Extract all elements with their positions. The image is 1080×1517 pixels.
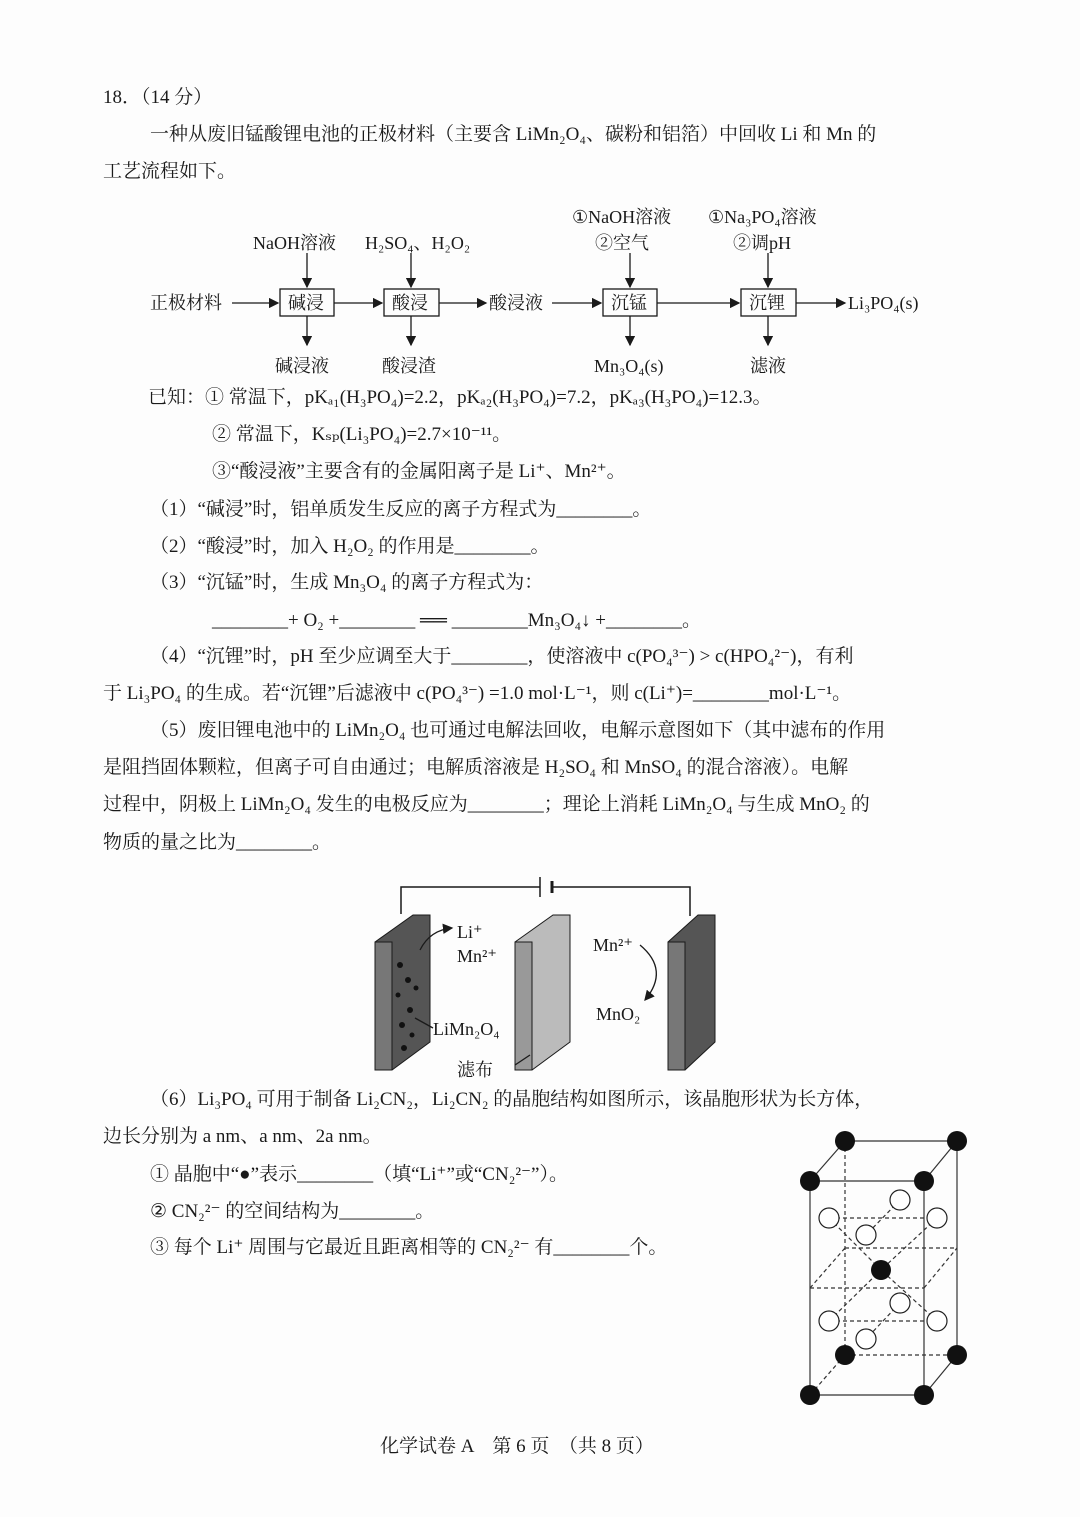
question-6-cont: 边长分别为 a nm、a nm、2a nm。 xyxy=(103,1126,382,1147)
intro-line: 一种从废旧锰酸锂电池的正极材料（主要含 LiMn₂O₄、碳粉和铝箔）中回收 Li 和 Mn 的 xyxy=(150,124,877,145)
filter-cloth-label: 滤布 xyxy=(457,1060,493,1080)
question-1: （1）“碱浸”时，铝单质发生反应的离子方程式为________。 xyxy=(150,499,652,520)
mno2-label: MnO₂ xyxy=(596,1004,641,1024)
question-5-cont: 过程中，阴极上 LiMn₂O₄ 发生的电极反应为________；理论上消耗 LiMn₂O₄ 与生成 MnO₂ 的 xyxy=(103,794,870,815)
flow-output: 酸浸渣 xyxy=(382,356,436,376)
question-4-cont: 于 Li₃PO₄ 的生成。若“沉锂”后滤液中 c(PO₄³⁻) =1.0 mol·L⁻¹，则 c(Li⁺)=________mol·L⁻¹。 xyxy=(103,683,852,704)
known-condition: ③“酸浸液”主要含有的金属阳离子是 Li⁺、Mn²⁺。 xyxy=(212,461,626,482)
question-5-cont: 物质的量之比为________。 xyxy=(103,832,332,853)
flow-intermediate: 酸浸液 xyxy=(489,293,543,313)
flow-input: ①NaOH溶液 xyxy=(572,207,672,227)
page-footer: 化学试卷 A 第 6 页 （共 8 页） xyxy=(380,1436,654,1457)
flow-step-mn-precip: 沉锰 xyxy=(611,293,647,313)
flow-output: 滤液 xyxy=(750,356,786,376)
flow-input: ①Na₃PO₄溶液 xyxy=(708,207,817,227)
flow-step-alkali-leach: 碱浸 xyxy=(288,293,324,313)
intro-line: 工艺流程如下。 xyxy=(103,161,237,182)
crystal-cell-diagram xyxy=(790,1125,980,1415)
question-6-2: ② CN₂²⁻ 的空间结构为________。 xyxy=(150,1201,435,1222)
li-ion-label: Li⁺ xyxy=(457,922,483,942)
question-6-3: ③ 每个 Li⁺ 周围与它最近且距离相等的 CN₂²⁻ 有________个。 xyxy=(150,1237,668,1258)
limn2o4-label: LiMn₂O₄ xyxy=(433,1019,500,1039)
flow-product: Li₃PO₄(s) xyxy=(848,293,919,313)
question-4: （4）“沉锂”时，pH 至少应调至大于________，使溶液中 c(PO₄³⁻) > c(HPO₄²⁻)，有利 xyxy=(150,646,854,667)
process-flow-diagram xyxy=(0,195,1080,385)
question-6: （6）Li₃PO₄ 可用于制备 Li₂CN₂，Li₂CN₂ 的晶胞结构如图所示，该晶胞形状为长方体， xyxy=(150,1089,874,1110)
known-condition: 已知：① 常温下，pKₐ₁(H₃PO₄)=2.2，pKₐ₂(H₃PO₄)=7.2，pKₐ₃(H₃PO₄)=12.3。 xyxy=(148,387,772,408)
flow-step-li-precip: 沉锂 xyxy=(749,293,785,313)
mn-ion-label-left: Mn²⁺ xyxy=(457,946,497,966)
flow-input: H₂SO₄、H₂O₂ xyxy=(365,233,471,253)
question-6-1: ① 晶胞中“●”表示________（填“Li⁺”或“CN₂²⁻”）。 xyxy=(150,1164,568,1185)
question-number: 18．（14 分） xyxy=(103,87,213,108)
mn-ion-label-right: Mn²⁺ xyxy=(593,935,633,955)
flow-output: 碱浸液 xyxy=(275,356,329,376)
flow-start: 正极材料 xyxy=(150,293,222,313)
flow-output: Mn₃O₄(s) xyxy=(594,356,664,376)
known-condition: ② 常温下，Kₛₚ(Li₃PO₄)=2.7×10⁻¹¹。 xyxy=(212,424,512,445)
question-5: （5）废旧锂电池中的 LiMn₂O₄ 也可通过电解法回收，电解示意图如下（其中滤布的作用 xyxy=(150,720,886,741)
flow-input: NaOH溶液 xyxy=(253,233,336,253)
electrolysis-diagram xyxy=(0,870,1080,1085)
flow-step-acid-leach: 酸浸 xyxy=(392,293,428,313)
question-2: （2）“酸浸”时，加入 H₂O₂ 的作用是________。 xyxy=(150,536,550,557)
question-3: （3）“沉锰”时，生成 Mn₃O₄ 的离子方程式为： xyxy=(150,572,544,593)
flow-input: ②调pH xyxy=(733,233,791,253)
question-5-cont: 是阻挡固体颗粒，但离子可自由通过；电解质溶液是 H₂SO₄ 和 MnSO₄ 的混合溶液）。电解 xyxy=(103,757,849,778)
question-3-equation: ________+ O₂ +________ ══ ________Mn₃O₄↓ +________。 xyxy=(212,610,702,631)
flow-input: ②空气 xyxy=(595,233,649,253)
